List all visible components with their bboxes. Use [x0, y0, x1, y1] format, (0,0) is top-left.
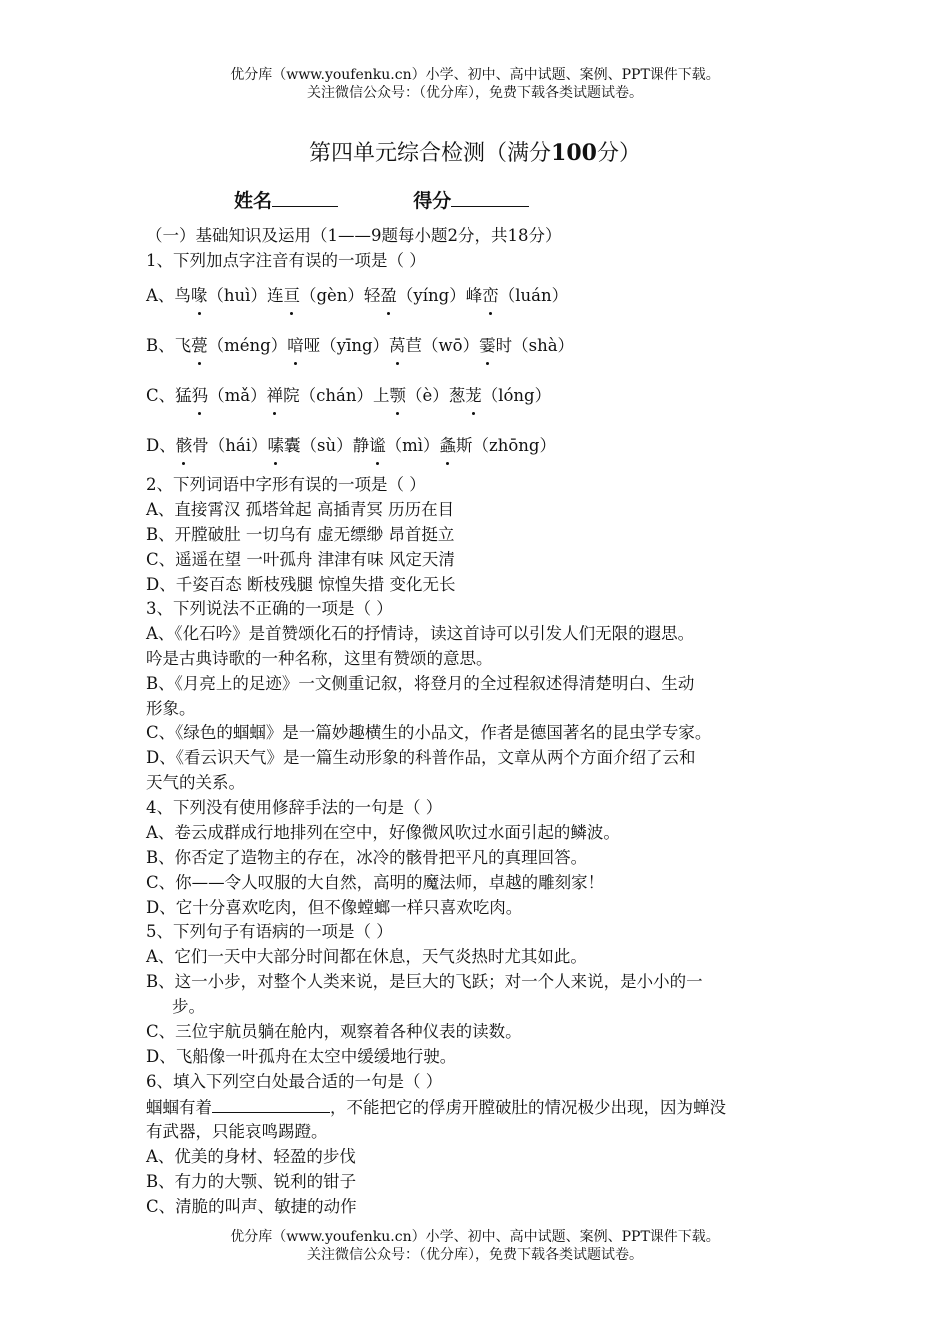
q3-option-a-line1: A、《化石吟》是首赞颂化石的抒情诗，读这首诗可以引发人们无限的遐思。 [146, 624, 695, 643]
q1b-dotted-char: 甍 [191, 336, 208, 355]
q6-option-c: C、清脆的叫声、敏捷的动作 [146, 1197, 357, 1216]
q1c-text: （è）葱 [405, 386, 466, 405]
q1d-text: （mì） [385, 436, 440, 455]
section-heading: （一）基础知识及运用（1——9题每小题2分，共18分） [146, 226, 562, 245]
q4-option-d: D、它十分喜欢吃肉，但不像螳螂一样只喜欢吃肉。 [146, 898, 523, 917]
q1d-text: 骨（hái） [192, 436, 268, 455]
q6-passage-post: ，不能把它的俘虏开膛破肚的情况极少出现，因为蝉没 [330, 1098, 726, 1117]
q5-option-d: D、飞船像一叶孤舟在太空中缓缓地行驶。 [146, 1047, 457, 1066]
q1d-dotted-char: 螽 [439, 436, 457, 455]
q3-option-b-line2: 形象。 [146, 699, 196, 718]
name-label: 姓名 [234, 190, 273, 212]
q1b-text: 时（shà） [495, 336, 575, 355]
score-blank[interactable] [451, 188, 529, 207]
q2-option-b: B、开膛破肚 一切乌有 虚无缥缈 昂首挺立 [146, 525, 455, 544]
page-title [0, 136, 950, 167]
q3-option-b-line1: B、《月亮上的足迹》一文侧重记叙，将登月的全过程叙述得清楚明白、生动 [146, 674, 695, 693]
header-line-2: 关注微信公众号：（优分库），免费下载各类试题试卷。 [307, 85, 643, 101]
q1a-dotted-char: 亘 [283, 286, 300, 305]
q2-option-a: A、直接霄汉 孤塔耸起 高插青冥 历历在目 [146, 500, 455, 519]
q1d-dotted-char: 谧 [369, 436, 386, 455]
q1-option-b [146, 335, 574, 357]
q1a-text: （huì）连 [207, 286, 284, 305]
q4-option-a: A、卷云成群成行地排列在空中，好像微风吹过水面引起的鳞波。 [146, 823, 620, 842]
name-blank[interactable] [272, 188, 338, 207]
q3-option-c: C、《绿色的蝈蝈》是一篇妙趣横生的小品文，作者是德国著名的昆虫学专家。 [146, 723, 712, 742]
q4-option-c: C、你——令人叹服的大自然，高明的魔法师，卓越的雕刻家！ [146, 873, 605, 892]
q1a-dotted-char: 喙 [190, 286, 208, 305]
q1-option-c [146, 385, 551, 407]
q1c-text: 院（chán）上 [283, 386, 390, 405]
q6-passage-line2: 有武器，只能哀鸣踢蹬。 [146, 1122, 328, 1141]
q1d-text: D、 [146, 436, 176, 455]
title-unit: 分） [596, 141, 641, 166]
q1d-dotted-char: 骸 [175, 436, 193, 455]
q1a-dotted-char: 峦 [482, 286, 499, 305]
footer-line-1: 优分库（www.youfenku.cn）小学、初中、高中试题、案例、PPT课件下载。 [230, 1229, 720, 1245]
q1-stem: 1、下列加点字注音有误的一项是（ ） [146, 251, 426, 270]
q1b-dotted-char: 莴 [389, 336, 406, 355]
title-score: 100 [551, 140, 597, 166]
q6-passage-line1 [146, 1096, 726, 1119]
q1c-dotted-char: 颚 [389, 386, 406, 405]
q2-option-d: D、千姿百态 断枝残腿 惊惶失措 变化无长 [146, 575, 456, 594]
q2-stem: 2、下列词语中字形有误的一项是（ ） [146, 475, 426, 494]
q1b-text: B、飞 [146, 336, 192, 355]
q1a-dotted-char: 盈 [380, 286, 397, 305]
q6-option-a: A、优美的身材、轻盈的步伐 [146, 1147, 356, 1166]
q4-stem: 4、下列没有使用修辞手法的一句是（ ） [146, 798, 443, 817]
q6-passage-pre: 蝈蝈有着 [146, 1098, 212, 1117]
q6-option-b: B、有力的大颚、锐利的钳子 [146, 1172, 357, 1191]
score-label: 得分 [413, 190, 452, 212]
q5-stem: 5、下列句子有语病的一项是（ ） [146, 922, 393, 941]
q4-option-b: B、你否定了造物主的存在，冰冷的骸骨把平凡的真理回答。 [146, 848, 588, 867]
q6-stem: 6、填入下列空白处最合适的一句是（ ） [146, 1072, 443, 1091]
q5-option-a: A、它们一天中大部分时间都在休息，天气炎热时尤其如此。 [146, 947, 587, 966]
q1a-text: （gèn）轻 [299, 286, 381, 305]
q3-option-d-line2: 天气的关系。 [146, 773, 245, 792]
q2-option-c: C、遥遥在望 一叶孤舟 津津有味 风定天清 [146, 550, 455, 569]
q1a-text: A、鸟 [146, 286, 191, 305]
q1b-dotted-char: 霎 [479, 336, 496, 355]
title-main: 第四单元综合检测（满分 [309, 141, 552, 166]
q1d-text: 囊（sù）静 [283, 436, 370, 455]
q6-blank[interactable] [212, 1096, 330, 1113]
q1a-text: （yíng）峰 [396, 286, 483, 305]
q1b-dotted-char: 喑 [287, 336, 304, 355]
q1c-dotted-char: 犸 [191, 386, 209, 405]
q1d-text: 斯（zhōng） [456, 436, 556, 455]
q1b-text: 哑（yīng） [303, 336, 390, 355]
q1d-dotted-char: 嗉 [267, 436, 284, 455]
q1-option-a [146, 285, 568, 307]
q1-option-d [146, 435, 556, 457]
q1c-dotted-char: 茏 [465, 386, 482, 405]
q1c-dotted-char: 禅 [266, 386, 284, 405]
q1c-text: C、猛 [146, 386, 192, 405]
q1c-text: （lóng） [481, 386, 552, 405]
q3-option-d-line1: D、《看云识天气》是一篇生动形象的科普作品，文章从两个方面介绍了云和 [146, 748, 696, 767]
q1b-text: 苣（wō） [405, 336, 480, 355]
header-line-1: 优分库（www.youfenku.cn）小学、初中、高中试题、案例、PPT课件下载。 [230, 67, 720, 83]
q3-stem: 3、下列说法不正确的一项是（ ） [146, 599, 393, 618]
q1b-text: （méng） [207, 336, 288, 355]
q5-option-c: C、三位宇航员躺在舱内，观察着各种仪表的读数。 [146, 1022, 522, 1041]
q1c-text: （mǎ） [208, 386, 267, 405]
q5-option-b-line2: 步。 [172, 997, 205, 1016]
q3-option-a-line2: 吟是古典诗歌的一种名称，这里有赞颂的意思。 [146, 649, 493, 668]
q1a-text: （luán） [498, 286, 569, 305]
q5-option-b-line1: B、这一小步，对整个人类来说，是巨大的飞跃；对一个人来说，是小小的一 [146, 972, 703, 991]
name-score-row [234, 186, 529, 213]
footer-line-2: 关注微信公众号：（优分库），免费下载各类试题试卷。 [307, 1247, 643, 1263]
